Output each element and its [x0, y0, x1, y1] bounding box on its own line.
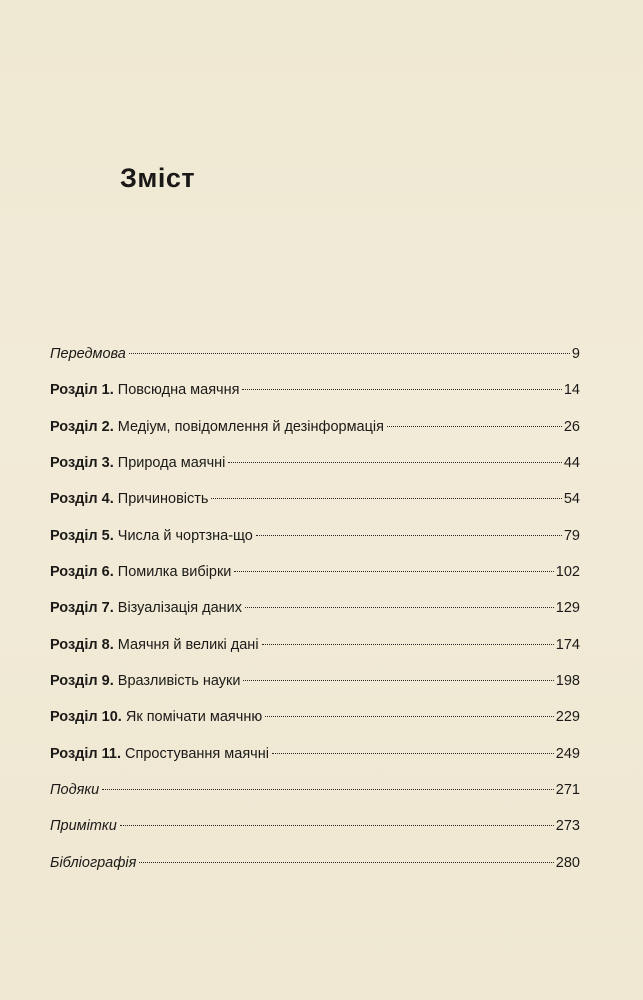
toc-entry: Розділ 9. Вразливість науки 198: [50, 668, 580, 694]
dot-leader: [228, 462, 561, 463]
toc-page-number: 229: [555, 709, 580, 726]
dot-leader: [256, 535, 562, 536]
toc-page-number: 129: [555, 600, 580, 617]
toc-entry: Розділ 7. Візуалізація даних 129: [50, 595, 580, 621]
page-title: Зміст: [120, 163, 196, 193]
dot-leader: [139, 862, 553, 863]
table-of-contents: [50, 341, 580, 886]
toc-page-number: 174: [555, 636, 580, 653]
toc-entry: Розділ 10. Як помічати маячню 229: [50, 704, 580, 730]
dot-leader: [245, 607, 554, 608]
dot-leader: [265, 716, 554, 717]
dot-leader: [272, 753, 554, 754]
dot-leader: [211, 498, 561, 499]
toc-entry: Розділ 1. Повсюдна маячня 14: [50, 377, 580, 403]
toc-page-number: 26: [563, 418, 580, 435]
toc-entry: Розділ 3. Природа маячні 44: [50, 450, 580, 476]
dot-leader: [102, 789, 554, 790]
dot-leader: [387, 426, 562, 427]
toc-page-number: 14: [563, 382, 580, 399]
toc-page-number: 249: [555, 745, 580, 762]
toc-entry: Передмова 9: [50, 341, 580, 367]
toc-page-number: 273: [555, 818, 580, 835]
dot-leader: [242, 389, 561, 390]
toc-entry: Розділ 5. Числа й чортзна-що 79: [50, 523, 580, 549]
toc-entry: Подяки 271: [50, 777, 580, 803]
dot-leader: [129, 353, 570, 354]
toc-entry: Розділ 6. Помилка вибірки 102: [50, 559, 580, 585]
toc-page-number: 102: [555, 564, 580, 581]
toc-page-number: 79: [563, 527, 580, 544]
dot-leader: [120, 825, 554, 826]
toc-page-number: 271: [555, 782, 580, 799]
toc-entry: Розділ 4. Причиновість 54: [50, 486, 580, 512]
dot-leader: [234, 571, 553, 572]
toc-entry: Розділ 8. Маячня й великі дані 174: [50, 632, 580, 658]
toc-page-number: 44: [563, 455, 580, 472]
toc-entry: Примітки 273: [50, 813, 580, 839]
toc-entry: Бібліографія 280: [50, 850, 580, 876]
toc-page-number: 9: [571, 346, 580, 362]
toc-entry: Розділ 2. Медіум, повідомлення й дезінформація 26: [50, 414, 580, 440]
dot-leader: [262, 644, 554, 645]
toc-page-number: 198: [555, 673, 580, 690]
dot-leader: [243, 680, 553, 681]
toc-entry: Розділ 11. Спростування маячні 249: [50, 741, 580, 767]
toc-page-number: 54: [563, 491, 580, 508]
toc-page-number: 280: [555, 854, 580, 871]
